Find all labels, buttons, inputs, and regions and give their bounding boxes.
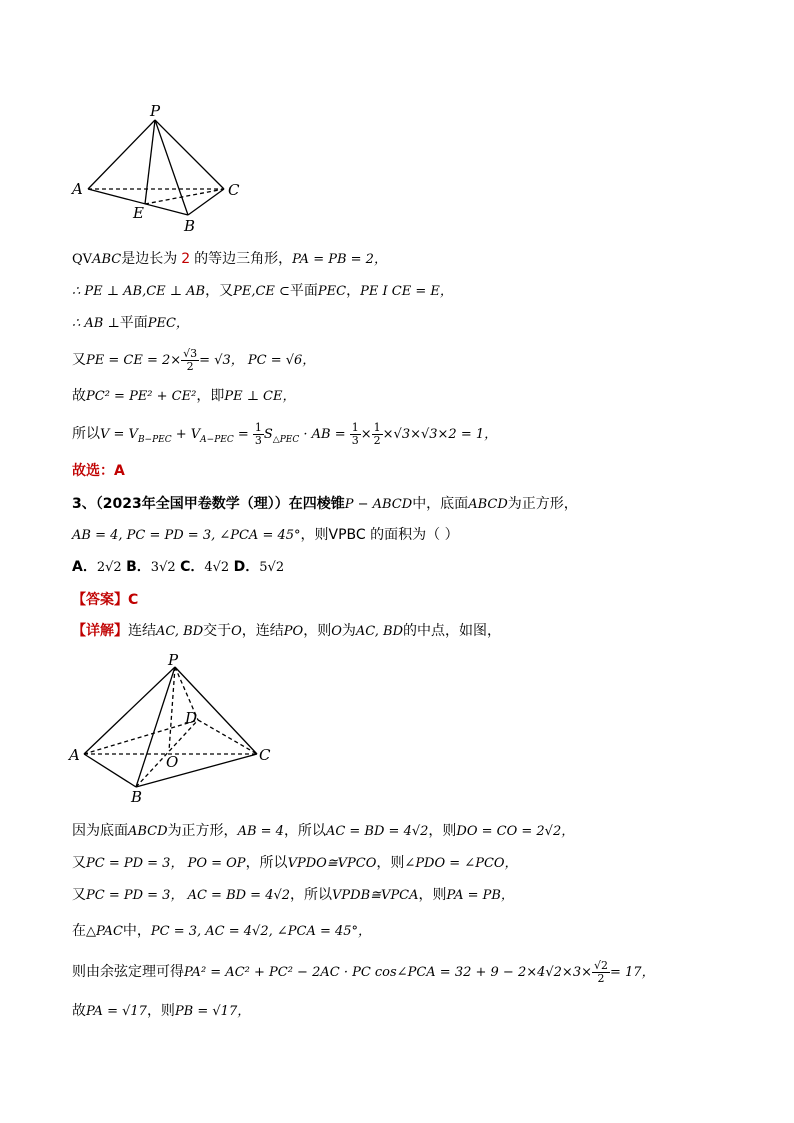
answer-choice-line: 故选：A xyxy=(72,463,125,479)
edge-pc xyxy=(155,120,224,189)
edge-ab xyxy=(84,754,136,787)
label-a: A xyxy=(69,746,80,764)
solution-line-6: 故PA = √17，则PB = √17， xyxy=(72,1003,251,1019)
pyramid-figure-1 xyxy=(60,100,260,240)
edge-dc-hidden xyxy=(198,720,257,754)
edge-pe xyxy=(145,120,155,204)
label-d: D xyxy=(185,709,198,727)
detail-line: 【详解】连结AC, BD交于O，连结PO，则O为AC, BD的中点，如图， xyxy=(72,623,501,639)
solution-line-3: 又PC = PD = 3， AC = BD = 4√2，所以VPDB≅VPCA，则PA = PB， xyxy=(72,887,514,903)
solution-line-4: 在△PAC中，PC = 3, AC = 4√2, ∠PCA = 45°， xyxy=(72,923,372,939)
label-o: O xyxy=(166,753,179,771)
label-c: C xyxy=(259,746,271,764)
edge-ec-hidden xyxy=(145,189,224,204)
label-b: B xyxy=(184,217,196,235)
line-3: ∴ AB ⊥平面PEC， xyxy=(72,315,189,331)
question-3-line-1: 3、（2023年全国甲卷数学（理））在四棱锥P − ABCD中，底面ABCD为正方形， xyxy=(72,496,578,512)
solution-line-1: 因为底面ABCD为正方形，AB = 4，所以AC = BD = 4√2，则DO = CO = 2√2， xyxy=(72,823,575,839)
edge-pa xyxy=(88,120,155,189)
line-1: QVABC是边长为 2 的等边三角形，PA = PB = 2， xyxy=(72,251,387,267)
question-3-options: A．2√2 B．3√2 C．4√2 D．5√2 xyxy=(72,559,285,575)
line-4: 又PE = CE = 2× $\frac{√3}{2}$ = √3， PC = √6， xyxy=(72,346,316,373)
line-6: 所以$V = V_{B-PEC} + V_{A-PEC}$ = $\frac{1}{3}$ $S_{\triangle PEC}$ · AB = $\frac{1}{3}$ × $\frac{1}{2}$ ×√3×√3×2 = 1， xyxy=(72,420,498,447)
line-5: 故PC² = PE² + CE²，即PE ⊥ CE， xyxy=(72,388,296,404)
solution-line-5: 则由余弦定理可得PA² = AC² + PC² − 2AC · PC cos∠PCA = 32 + 9 − 2×4√2×3× $\frac{√2}{2}$ = 17， xyxy=(72,958,655,985)
question-3-line-2: AB = 4, PC = PD = 3, ∠PCA = 45°，则VPBC 的面积为（ ） xyxy=(72,527,459,543)
label-c: C xyxy=(228,181,240,199)
label-p: P xyxy=(168,651,179,669)
label-p: P xyxy=(150,102,161,120)
label-a: A xyxy=(72,180,83,198)
solution-line-2: 又PC = PD = 3， PO = OP，所以VPDO≅VPCO，则∠PDO = ∠PCO， xyxy=(72,855,518,871)
edge-bc xyxy=(188,189,224,215)
answer-line: 【答案】C xyxy=(72,592,139,608)
line-2: ∴ PE ⊥ AB,CE ⊥ AB，又PE,CE ⊂平面PEC，PE I CE = E， xyxy=(72,283,453,299)
pyramid-figure-2 xyxy=(62,650,282,810)
edge-bc xyxy=(136,754,257,787)
label-b: B xyxy=(131,788,143,806)
label-e: E xyxy=(133,204,144,222)
edge-po-hidden xyxy=(169,667,175,751)
